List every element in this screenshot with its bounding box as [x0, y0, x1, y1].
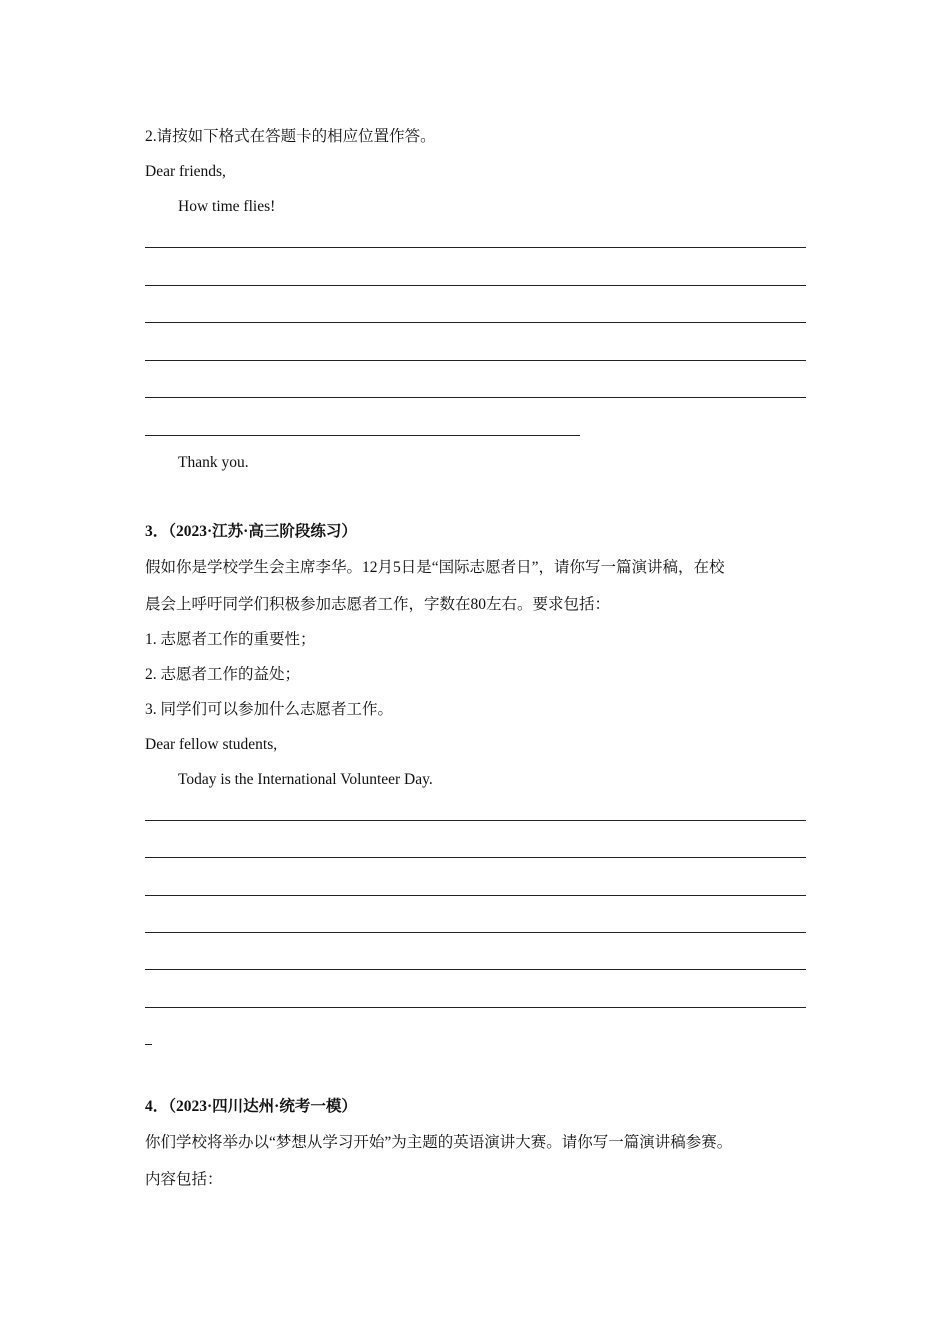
q3-prompt-line1: 假如你是学校学生会主席李华。12月5日是“国际志愿者日”，请你写一篇演讲稿，在校 — [145, 559, 725, 576]
q2-instruction: 2.请按如下格式在答题卡的相应位置作答。 — [145, 128, 436, 145]
q2-opening: How time flies! — [178, 198, 276, 215]
q2-closing: Thank you. — [178, 454, 249, 471]
q3-requirement-3: 3. 同学们可以参加什么志愿者工作。 — [145, 701, 394, 718]
q4-number: 4． — [145, 1098, 169, 1115]
q3-prompt-line2: 晨会上呼吁同学们积极参加志愿者工作，字数在80左右。要求包括： — [145, 596, 611, 613]
q2-greeting: Dear friends, — [145, 163, 226, 180]
answer-line-short[interactable] — [145, 435, 580, 436]
answer-line-stub[interactable] — [145, 1044, 152, 1045]
answer-line[interactable] — [145, 360, 806, 361]
answer-line[interactable] — [145, 932, 806, 933]
answer-line[interactable] — [145, 1007, 806, 1008]
q3-greeting: Dear fellow students, — [145, 736, 278, 753]
answer-line[interactable] — [145, 969, 806, 970]
q3-heading — [145, 522, 357, 542]
answer-line[interactable] — [145, 247, 806, 248]
q4-prompt-line1: 你们学校将举办以“梦想从学习开始”为主题的英语演讲大赛。请你写一篇演讲稿参赛。 — [145, 1134, 733, 1151]
q3-opening: Today is the International Volunteer Day. — [178, 771, 433, 788]
answer-line[interactable] — [145, 895, 806, 896]
q4-heading — [145, 1097, 357, 1117]
q3-requirement-1: 1. 志愿者工作的重要性； — [145, 631, 316, 648]
answer-line[interactable] — [145, 322, 806, 323]
answer-line[interactable] — [145, 285, 806, 286]
q4-prompt-line2: 内容包括： — [145, 1171, 223, 1188]
answer-line[interactable] — [145, 397, 806, 398]
answer-line[interactable] — [145, 857, 806, 858]
q3-number: 3． — [145, 523, 169, 540]
q3-requirement-2: 2. 志愿者工作的益处； — [145, 666, 301, 683]
answer-line[interactable] — [145, 820, 806, 821]
q4-source: （2023·四川达州·统考一模） — [168, 1098, 357, 1115]
q3-source: （2023·江苏·高三阶段练习） — [168, 523, 357, 540]
